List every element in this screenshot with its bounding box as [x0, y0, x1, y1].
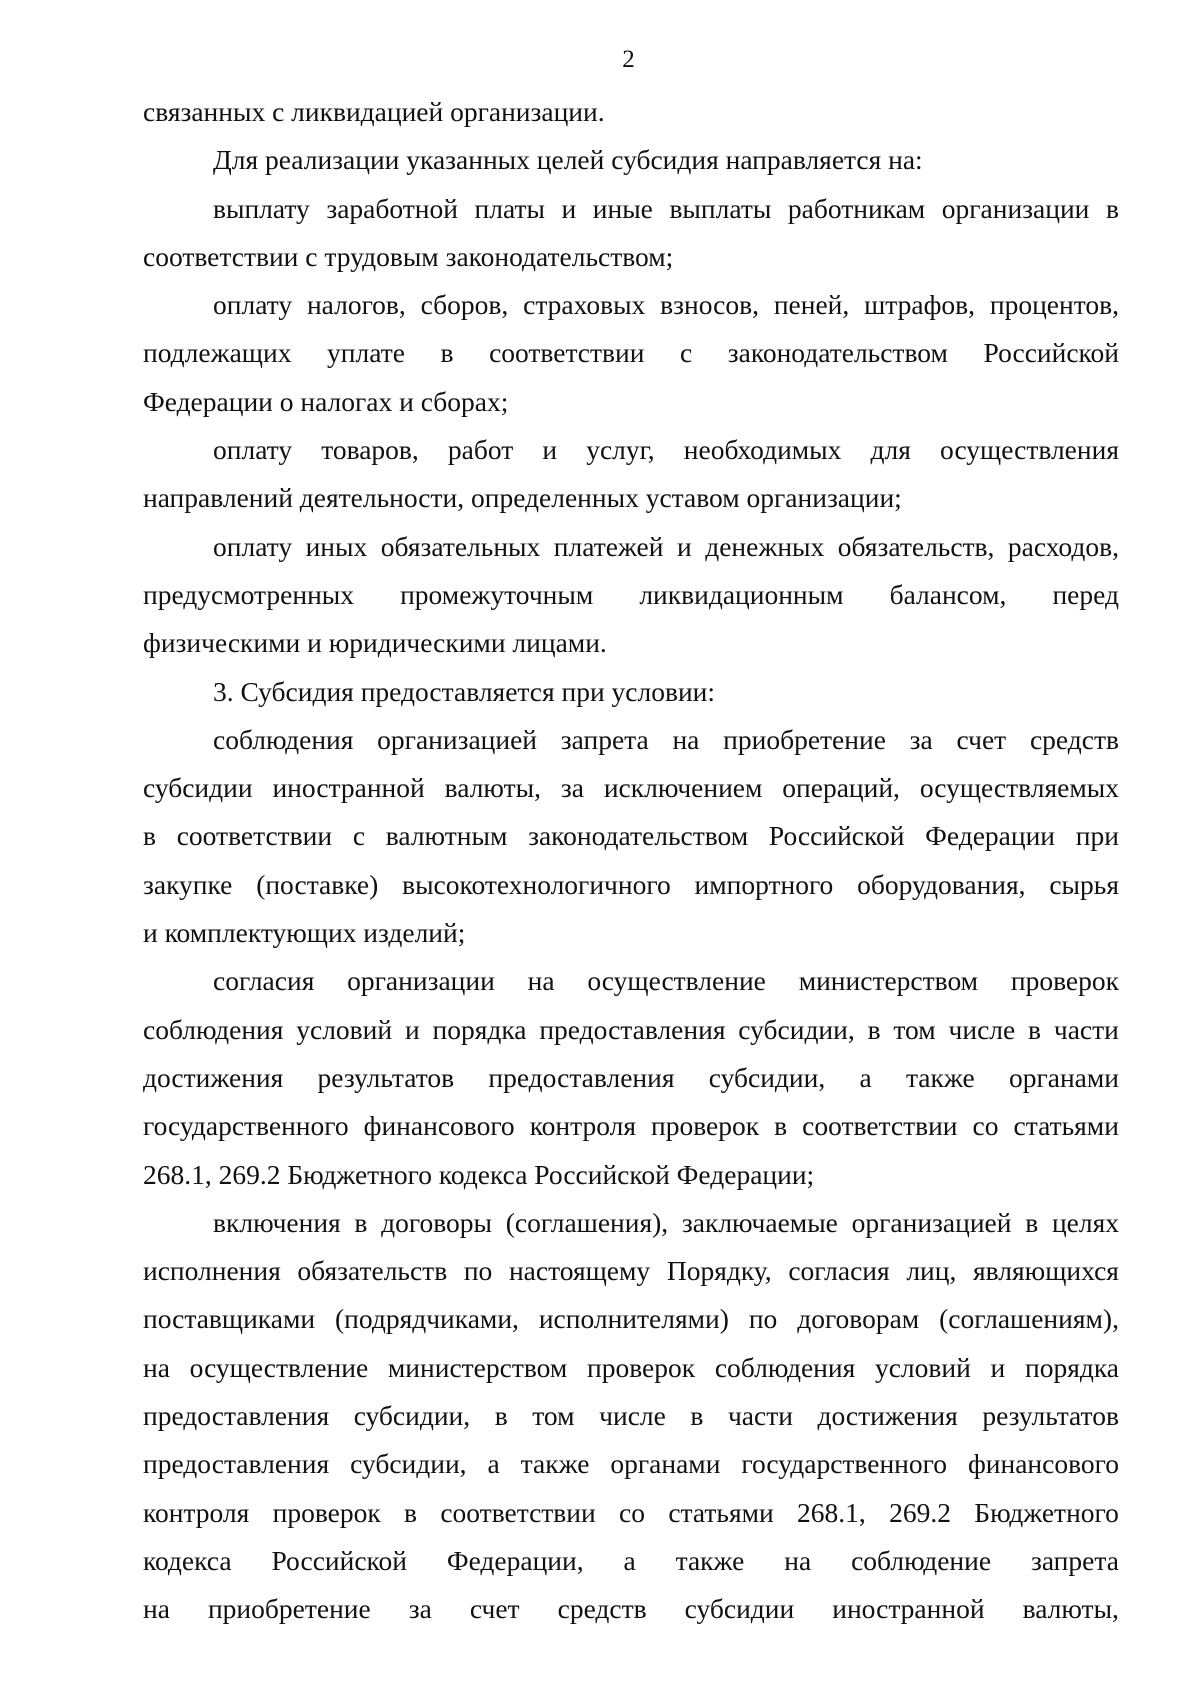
word: подлежащих — [143, 337, 292, 369]
word: выплаты — [669, 192, 772, 224]
word: субсидии, — [708, 1061, 826, 1093]
word: иностранной — [272, 772, 425, 804]
word: сборов, — [420, 289, 509, 321]
word: уплате — [327, 337, 405, 369]
word: субсидии — [143, 772, 253, 804]
word: Российской — [983, 337, 1119, 369]
word: средств — [557, 1593, 647, 1625]
text-line — [143, 1440, 1119, 1488]
word: а — [623, 1544, 636, 1576]
word: заработной — [326, 192, 458, 224]
word: запрета — [560, 723, 649, 755]
word: при — [1075, 820, 1119, 852]
word: оплату — [213, 530, 293, 562]
word: проверок — [587, 1351, 696, 1383]
word: соблюдения — [714, 1351, 856, 1383]
word: и — [542, 434, 558, 466]
word: исполнения — [143, 1255, 281, 1287]
word: Бюджетного — [974, 1496, 1119, 1528]
word: осуществление — [189, 1351, 369, 1383]
text-line — [143, 1489, 1119, 1537]
word: исключением — [603, 772, 763, 804]
word: контроля — [143, 1496, 250, 1528]
word: в — [774, 1110, 788, 1142]
word: в — [690, 1400, 704, 1432]
word: перед — [1052, 578, 1119, 610]
word: поставщиками — [143, 1303, 316, 1335]
word: штрафов, — [864, 289, 976, 321]
word: субсидии, — [738, 1013, 855, 1045]
word: в — [867, 1013, 881, 1045]
word: соответствии — [489, 337, 645, 369]
word: целях — [1051, 1206, 1119, 1238]
word: законодательством — [727, 337, 948, 369]
word: осуществляемых — [919, 772, 1119, 804]
word: и — [990, 1351, 1006, 1383]
word: Российской — [768, 820, 905, 852]
word: 268.1, — [797, 1496, 866, 1528]
text-line — [143, 1199, 1119, 1247]
word: валютным — [385, 820, 508, 852]
word: включения — [213, 1206, 341, 1238]
text-line — [143, 1295, 1119, 1343]
word: услуг, — [586, 434, 655, 466]
text-line — [143, 523, 1119, 571]
word: исполнителями) — [538, 1303, 729, 1335]
word: необходимых — [683, 434, 842, 466]
text-line: и комплектующих изделий; — [143, 917, 466, 949]
word: являющихся — [973, 1255, 1119, 1287]
word: оплату — [213, 434, 293, 466]
word: для — [870, 434, 911, 466]
word: проверок — [272, 1496, 381, 1528]
text-line: соответствии с трудовым законодательством; — [143, 240, 674, 272]
word: денежных — [705, 530, 825, 562]
word: валюты, — [444, 772, 541, 804]
word: заключаемые — [681, 1206, 838, 1238]
word: договорам — [797, 1303, 920, 1335]
word: запрета — [1030, 1544, 1119, 1576]
word: том — [893, 1013, 936, 1045]
word: страховых — [523, 289, 646, 321]
word: иных — [305, 530, 368, 562]
word: средств — [1029, 723, 1119, 755]
word: Порядку, — [666, 1255, 772, 1287]
word: Федерации — [925, 820, 1056, 852]
word: в — [1025, 1206, 1039, 1238]
word: числе — [599, 1400, 666, 1432]
word: государственного — [143, 1110, 349, 1142]
text-line — [143, 764, 1119, 812]
word: субсидии, — [350, 1448, 467, 1480]
word: на — [143, 1351, 170, 1383]
word: также — [675, 1544, 745, 1576]
word: законодательством — [528, 820, 749, 852]
word: в — [494, 1400, 508, 1432]
word: соответствии — [176, 820, 333, 852]
text-line — [143, 1006, 1119, 1054]
word: приобретение — [207, 1593, 371, 1625]
word: также — [905, 1061, 975, 1093]
word: иностранной — [832, 1593, 985, 1625]
word: с — [352, 820, 366, 852]
word: в — [1105, 192, 1119, 224]
word: контроля — [529, 1110, 636, 1142]
word: предоставления — [143, 1400, 330, 1432]
word: а — [859, 1061, 872, 1093]
word: в — [354, 1206, 368, 1238]
word: приобретение — [723, 723, 886, 755]
word: проверок — [651, 1110, 760, 1142]
word: (подрядчиками, — [335, 1303, 519, 1335]
word: на — [527, 965, 555, 997]
text-line — [143, 861, 1119, 909]
word: соответствии — [802, 1110, 958, 1142]
text-line: направлений деятельности, определенных уставом организации; — [143, 482, 902, 514]
word: части — [1053, 1013, 1119, 1045]
word: государственного — [741, 1448, 947, 1480]
word: предоставления — [488, 1061, 675, 1093]
word: предоставления — [143, 1448, 330, 1480]
word: за — [909, 723, 933, 755]
word: договоры — [381, 1206, 493, 1238]
word: части — [727, 1400, 793, 1432]
word: пеней, — [773, 289, 850, 321]
word: министерством — [798, 965, 979, 997]
word: согласия — [213, 965, 315, 997]
text-line — [143, 571, 1119, 619]
word: соблюдения — [143, 1013, 284, 1045]
word: результатов — [982, 1400, 1119, 1432]
word: порядка — [432, 1013, 527, 1045]
word: по — [748, 1303, 778, 1335]
word: предусмотренных — [143, 578, 355, 610]
word: Российской — [271, 1544, 407, 1576]
text-line — [143, 716, 1119, 764]
word: организации — [941, 192, 1090, 224]
word: а — [487, 1448, 500, 1480]
word: работникам — [787, 192, 926, 224]
text-line — [143, 812, 1119, 860]
word: (соглашениям), — [939, 1303, 1119, 1335]
word: органами — [610, 1448, 721, 1480]
text-line — [143, 1054, 1119, 1102]
word: Федерации, — [446, 1544, 584, 1576]
word: статьями — [1013, 1110, 1119, 1142]
word: органами — [1008, 1061, 1119, 1093]
word: ликвидационным — [639, 578, 844, 610]
word: организации — [347, 965, 495, 997]
text-line: Для реализации указанных целей субсидия направляется на: — [213, 144, 923, 176]
word: по — [463, 1255, 493, 1287]
word: финансового — [363, 1110, 515, 1142]
word: субсидии, — [353, 1400, 471, 1432]
word: проверок — [1010, 965, 1119, 997]
word: настоящему — [508, 1255, 651, 1287]
word: условий — [296, 1013, 393, 1045]
word: осуществления — [940, 434, 1119, 466]
word: платежей — [553, 530, 664, 562]
word: расходов, — [1007, 530, 1119, 562]
word: согласия — [788, 1255, 890, 1287]
word: на — [672, 723, 700, 755]
word: работ — [447, 434, 514, 466]
word: (поставке) — [256, 868, 379, 900]
text-line — [143, 1102, 1119, 1150]
word: счет — [956, 723, 1007, 755]
text-line — [143, 329, 1119, 377]
word: и — [561, 192, 577, 224]
text-line: физическими и юридическими лицами. — [143, 627, 607, 659]
text-line — [143, 281, 1119, 329]
word: налогов, — [306, 289, 406, 321]
word: с — [680, 337, 693, 369]
word: импортного — [694, 868, 834, 900]
word: со — [619, 1496, 646, 1528]
word: и — [676, 530, 692, 562]
word: министерством — [387, 1351, 568, 1383]
word: в — [440, 337, 454, 369]
word: соблюдение — [851, 1544, 992, 1576]
text-line: связанных с ликвидацией организации. — [143, 96, 605, 127]
text-line — [143, 1537, 1119, 1585]
word: условий — [874, 1351, 971, 1383]
word: в — [143, 820, 156, 852]
text-line — [143, 426, 1119, 474]
word: и — [404, 1013, 420, 1045]
word: осуществление — [587, 965, 766, 997]
word: статьями — [668, 1496, 774, 1528]
word: взносов, — [660, 289, 759, 321]
word: промежуточным — [400, 578, 594, 610]
text-line — [143, 1392, 1119, 1440]
text-line: Федерации о налогах и сборах; — [143, 385, 509, 417]
word: лиц, — [906, 1255, 957, 1287]
word: том — [532, 1400, 575, 1432]
word: товаров, — [321, 434, 419, 466]
word: числе — [948, 1013, 1016, 1045]
word: на — [784, 1544, 812, 1576]
word: в — [404, 1496, 418, 1528]
word: на — [143, 1593, 170, 1625]
word: платы — [474, 192, 545, 224]
word: в — [1028, 1013, 1042, 1045]
word: счет — [469, 1593, 520, 1625]
word: процентов, — [989, 289, 1119, 321]
word: валюты, — [1022, 1593, 1119, 1625]
text-line — [143, 1585, 1119, 1633]
word: субсидии — [684, 1593, 795, 1625]
text-line — [143, 185, 1119, 233]
word: соответствии — [440, 1496, 596, 1528]
text-line: 268.1, 269.2 Бюджетного кодекса Российской Федерации; — [143, 1158, 815, 1190]
word: результатов — [317, 1061, 455, 1093]
word: также — [520, 1448, 590, 1480]
word: со — [972, 1110, 999, 1142]
word: финансового — [967, 1448, 1119, 1480]
word: кодекса — [143, 1544, 232, 1576]
word: за — [560, 772, 584, 804]
word: сырья — [1049, 868, 1119, 900]
word: 269.2 — [889, 1496, 951, 1528]
word: организацией — [851, 1206, 1012, 1238]
word: достижения — [143, 1061, 284, 1093]
word: за — [408, 1593, 432, 1625]
word: выплату — [213, 192, 310, 224]
document-body — [143, 88, 1119, 1634]
word: обязательных — [380, 530, 541, 562]
word: (соглашения), — [505, 1206, 669, 1238]
word: балансом, — [889, 578, 1007, 610]
word: предоставления — [539, 1013, 726, 1045]
word: обязательств — [297, 1255, 448, 1287]
word: достижения — [817, 1400, 958, 1432]
text-line — [143, 1247, 1119, 1295]
word: организацией — [377, 723, 538, 755]
text-line — [143, 1344, 1119, 1392]
word: иные — [592, 192, 653, 224]
word: операций, — [782, 772, 900, 804]
word: оплату — [213, 289, 293, 321]
text-line — [143, 957, 1119, 1005]
word: порядка — [1024, 1351, 1119, 1383]
page-number: 2 — [622, 46, 635, 73]
word: соблюдения — [213, 723, 354, 755]
word: обязательств, — [837, 530, 995, 562]
text-line: 3. Субсидия предоставляется при условии: — [213, 675, 716, 707]
word: оборудования, — [857, 868, 1026, 900]
word: закупке — [143, 868, 233, 900]
word: высокотехнологичного — [402, 868, 671, 900]
